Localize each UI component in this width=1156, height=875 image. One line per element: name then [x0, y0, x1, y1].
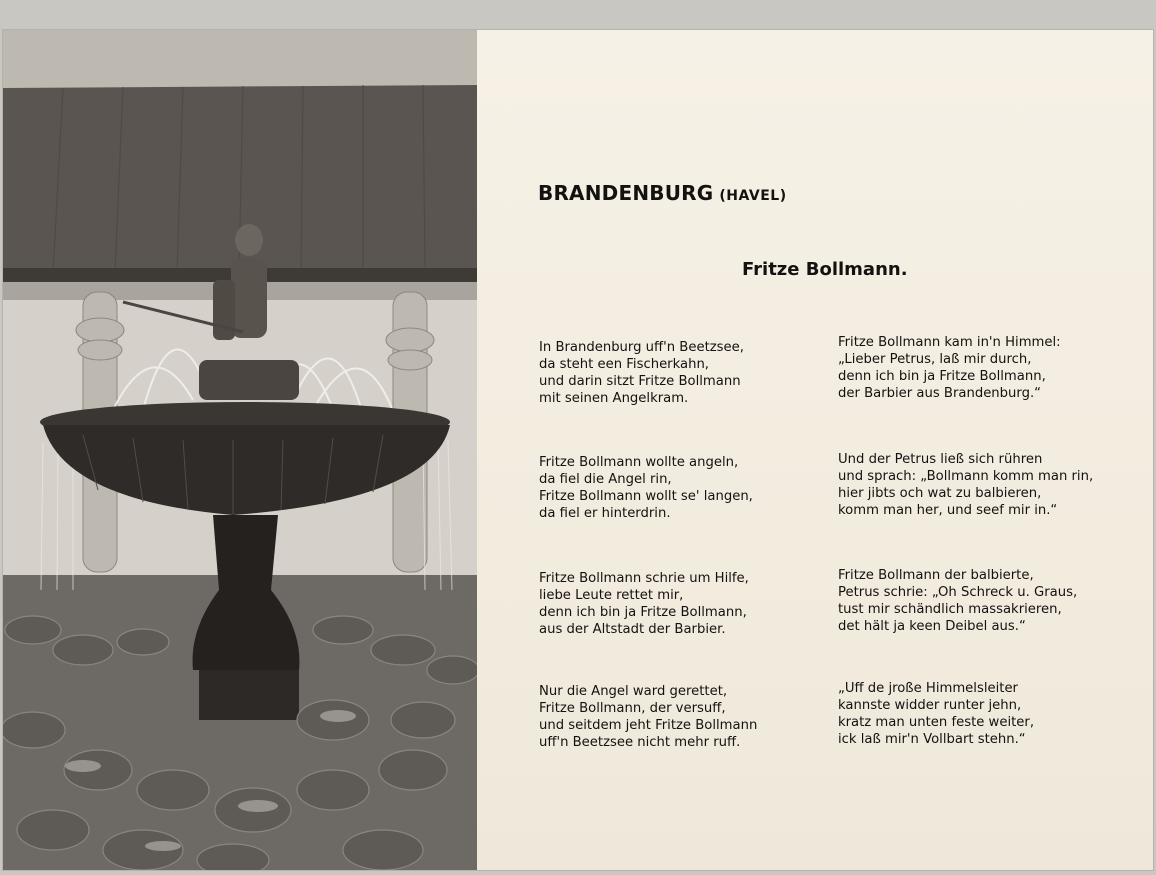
stanza-line: Fritze Bollmann wollte angeln, — [539, 455, 739, 470]
stanza-line: Petrus schrie: „Oh Schreck u. Graus, — [838, 585, 1078, 600]
fountain-photo — [3, 30, 477, 870]
stanza — [539, 683, 839, 751]
city-name: BRANDENBURG — [538, 181, 714, 205]
stanza-line: Fritze Bollmann kam in'n Himmel: — [838, 335, 1061, 350]
stanza-line: „Uff de jroße Himmelsleiter — [838, 681, 1018, 696]
stanza — [838, 334, 1138, 402]
stanza — [838, 680, 1138, 748]
city-suffix: (HAVEL) — [719, 188, 787, 204]
stanza — [539, 570, 839, 638]
stanza-line: kannste widder runter jehn, — [838, 698, 1022, 713]
stanza-line: tust mir schändlich massakrieren, — [838, 602, 1062, 617]
stanza-line: hier jibts och wat zu balbieren, — [838, 486, 1042, 501]
stanza-line: da fiel er hinterdrin. — [539, 506, 671, 521]
poem-title: Fritze Bollmann. — [742, 259, 908, 280]
stanza-line: denn ich bin ja Fritze Bollmann, — [539, 605, 747, 620]
stanza-line: da steht een Fischerkahn, — [539, 357, 709, 372]
stanza-line: Fritze Bollmann, der versuff, — [539, 701, 726, 716]
stanza — [539, 454, 839, 522]
stanza-line: Fritze Bollmann wollt se' langen, — [539, 489, 753, 504]
fountain-photo-image — [3, 30, 477, 870]
stanza-line: und sprach: „Bollmann komm man rin, — [838, 469, 1094, 484]
stanza-line: komm man her, und seef mir in.“ — [838, 503, 1058, 518]
stanza-line: Fritze Bollmann schrie um Hilfe, — [539, 571, 749, 586]
stanza-line: „Lieber Petrus, laß mir durch, — [838, 352, 1032, 367]
stanza-line: Nur die Angel ward gerettet, — [539, 684, 728, 699]
stanza — [838, 567, 1138, 635]
stanza-line: aus der Altstadt der Barbier. — [539, 622, 726, 637]
stanza — [838, 451, 1138, 519]
stanza-line: und seitdem jeht Fritze Bollmann — [539, 718, 758, 733]
stanza-line: In Brandenburg uff'n Beetzsee, — [539, 340, 744, 355]
stanza-line: denn ich bin ja Fritze Bollmann, — [838, 369, 1046, 384]
stanza — [539, 339, 839, 407]
poem-panel — [477, 30, 1153, 870]
postcard — [3, 30, 1153, 870]
city-title — [538, 181, 787, 205]
stanza-line: Fritze Bollmann der balbierte, — [838, 568, 1034, 583]
stanza-line: Und der Petrus ließ sich rühren — [838, 452, 1043, 467]
stanza-line: liebe Leute rettet mir, — [539, 588, 684, 603]
stanza-line: der Barbier aus Brandenburg.“ — [838, 386, 1041, 401]
stanza-line: kratz man unten feste weiter, — [838, 715, 1035, 730]
stanza-line: det hält ja keen Deibel aus.“ — [838, 619, 1026, 634]
stanza-line: ick laß mir'n Vollbart stehn.“ — [838, 732, 1026, 747]
stanza-line: uff'n Beetzsee nicht mehr ruff. — [539, 735, 741, 750]
stanza-line: und darin sitzt Fritze Bollmann — [539, 374, 741, 389]
stanza-line: mit seinen Angelkram. — [539, 391, 689, 406]
stanza-line: da fiel die Angel rin, — [539, 472, 672, 487]
